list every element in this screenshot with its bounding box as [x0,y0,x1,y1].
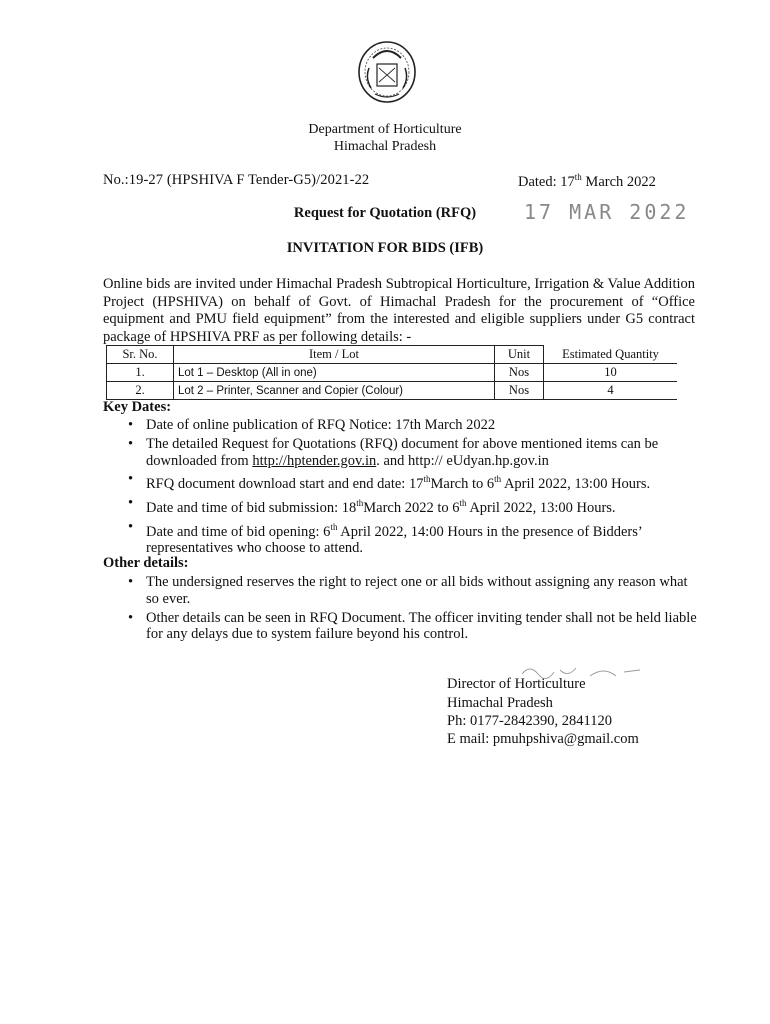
table-header-row [107,346,678,364]
department-name: Department of Horticulture [308,122,462,137]
cell-item: Lot 2 – Printer, Scanner and Copier (Colour) [174,382,495,400]
col-header-unit: Unit [495,346,544,364]
cell-item: Lot 1 – Desktop (All in one) [174,364,495,382]
table-row [107,382,678,400]
cell-quantity: 10 [544,364,678,382]
key-dates-heading: Key Dates: [103,399,172,415]
list-item: • The undersigned reserves the right to reject one or all bids without assigning any reason what so ever. [128,574,698,608]
cell-sr-no: 1. [107,364,174,382]
signatory-title: Director of Horticulture [447,676,586,692]
list-item: • Date and time of bid opening: 6th April 2022, 14:00 Hours in the presence of Bidders’ representatives who choose to attend. [128,519,698,557]
signatory-state: Himachal Pradesh [447,695,553,711]
list-item: • Date and time of bid submission: 18thMarch 2022 to 6th April 2022, 13:00 Hours. [128,495,698,517]
cell-sr-no: 2. [107,382,174,400]
state-emblem-seal [355,38,419,110]
reference-number: No.:19-27 (HPSHIVA F Tender-G5)/2021-22 [103,172,370,188]
other-details-heading: Other details: [103,555,189,571]
signatory-phone: Ph: 0177-2842390, 2841120 [447,713,613,729]
key-dates-list [128,417,698,559]
list-item: • The detailed Request for Quotations (RFQ) document for above mentioned items can be downloaded from http://hptender.gov.in. and http:// eUdyan.hp.gov.in [128,436,698,470]
lot-table [106,345,677,400]
list-item: • Date of online publication of RFQ Notice: 17th March 2022 [128,417,698,434]
signatory-email[interactable]: E mail: pmuhpshiva@gmail.com [447,731,639,747]
date-stamp: 17 MAR 2022 [524,200,690,224]
other-details-list [128,574,698,645]
cell-unit: Nos [495,364,544,382]
col-header-sr-no: Sr. No. [107,346,174,364]
cell-quantity: 4 [544,382,678,400]
table-row [107,364,678,382]
department-state: Himachal Pradesh [333,139,437,154]
col-header-item: Item / Lot [174,346,495,364]
ifb-title: INVITATION FOR BIDS (IFB) [286,240,484,256]
list-item: • Other details can be seen in RFQ Document. The officer inviting tender shall not be held liable for any delays due to system failure beyond his control. [128,610,698,644]
hptender-link[interactable]: http://hptender.gov.in [252,452,377,469]
intro-paragraph: Online bids are invited under Himachal Pradesh Subtropical Horticulture, Irrigation & Value Addition Project (HPSHIVA) on behalf of Govt. of Himachal Pradesh for the procurement of “Office equipment and PMU field equipment” from the interested and eligible suppliers under G5 contract package of HPSHIVA PRF as per following details: - [103,276,695,345]
rfq-title: Request for Quotation (RFQ) [293,205,477,221]
dated-line: Dated: 17th March 2022 [518,172,656,190]
col-header-quantity: Estimated Quantity [544,346,678,364]
list-item: • RFQ document download start and end date: 17thMarch to 6th April 2022, 13:00 Hours. [128,471,698,493]
cell-unit: Nos [495,382,544,400]
